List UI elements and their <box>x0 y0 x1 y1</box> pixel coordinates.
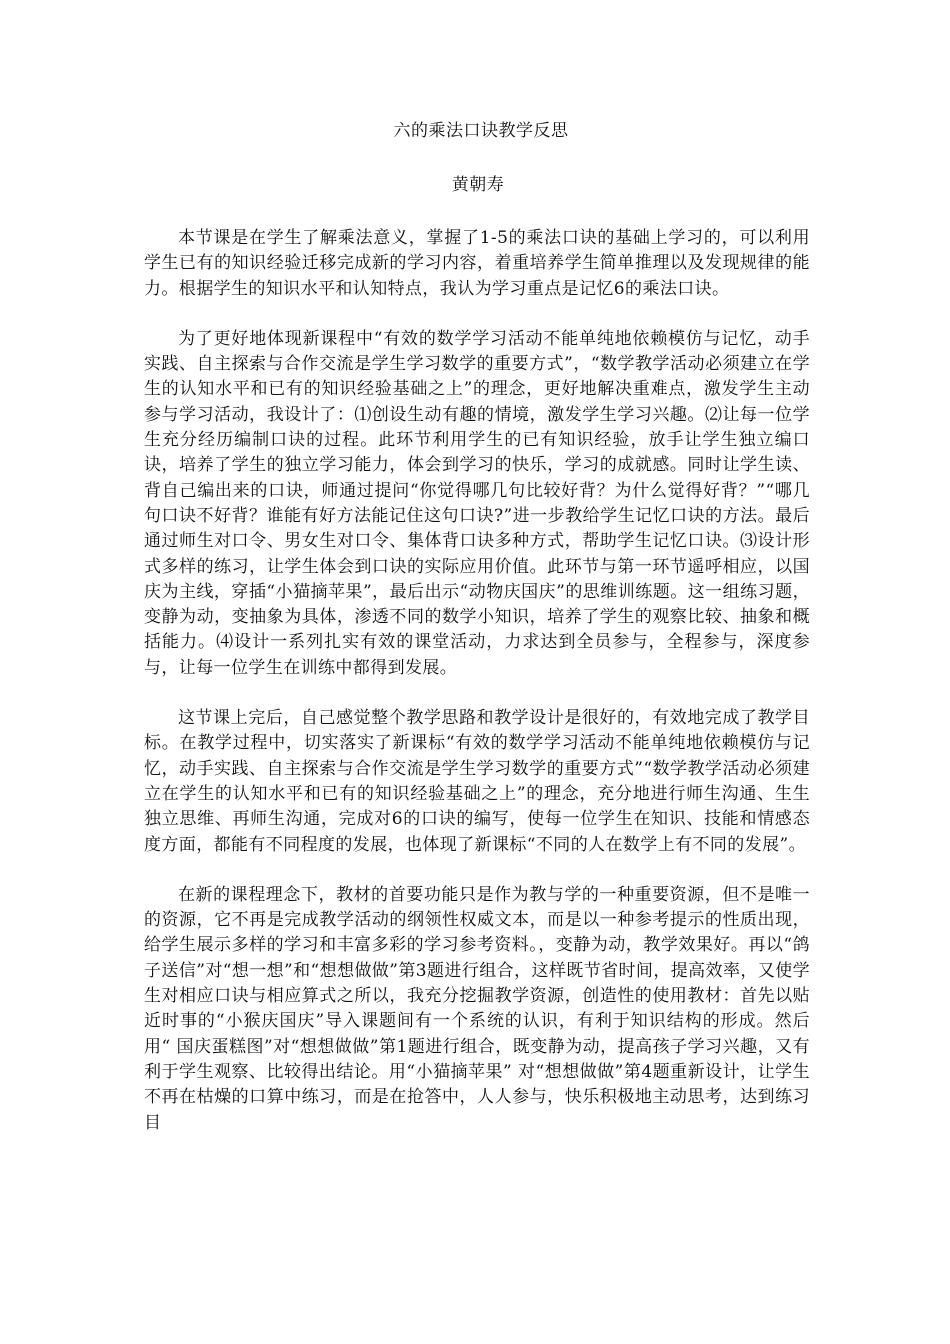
paragraph-4: 在新的课程理念下，教材的首要功能只是作为教与学的一种重要资源，但不是唯一的资源，它不再是完成教学活动的纲领性权威文本，而是以一种参考提示的性质出现，给学生展示多样的学习和丰富多彩的学习参考资料。，变静为动，教学效果好。再以“鸽子送信”对“想一想”和“想想做做”第3题进行组合，这样既节省时间，提高效率，又使学生对相应口诀与相应算式之所以，我充分挖掘教学资源，创造性的使用教材：首先以贴近时事的“小猴庆国庆”导入课题间有一个系统的认识，有利于知识结构的形成。然后用“ 国庆蛋糕图”对“想想做做”第1题进行组合，既变静为动，提高孩子学习兴趣，又有利于学生观察、比较得出结论。用“小猫摘苹果” 对“想想做做”第4题重新设计，让学生不再在枯燥的口算中练习，而是在抢答中，人人参与，快乐积极地主动思考，达到练习目 <box>144 884 810 1133</box>
document-author: 黄朝寿 <box>451 175 505 195</box>
paragraph-3: 这节课上完后，自己感觉整个教学思路和教学设计是很好的，有效地完成了教学目标。在教学过程中，切实落实了新课标“有效的数学学习活动不能单纯地依赖模仿与记忆，动手实践、自主探索与合作交流是学生学习数学的重要方式”“数学教学活动必须建立在学生的认知水平和已有的知识经验基础之上”的理念，充分地进行师生沟通、生生独立思维、再师生沟通，完成对6的口诀的编写，使每一位学生在知识、技能和情感态度方面，都能有不同程度的发展，也体现了新课标“不同的人在数学上有不同的发展”。 <box>144 708 810 855</box>
document-title: 六的乘法口诀教学反思 <box>393 121 569 141</box>
paragraph-2: 为了更好地体现新课程中“有效的数学学习活动不能单纯地依赖模仿与记忆，动手实践、自主探索与合作交流是学生学习数学的重要方式”，“数学教学活动必须建立在学生的认知水平和已有的知识经验基础之上”的理念，更好地解决重难点，激发学生主动参与学习活动，我设计了：⑴创设生动有趣的情境，激发学生学习兴趣。⑵让每一位学生充分经历编制口诀的过程。此环节利用学生的已有知识经验，放手让学生独立编口诀，培养了学生的独立学习能力，体会到学习的快乐，学习的成就感。同时让学生读、背自己编出来的口诀，师通过提问“你觉得哪几句比较好背？为什么觉得好背？”“哪几句口诀不好背？谁能有好方法能记住这句口诀?”进一步教给学生记忆口诀的方法。最后通过师生对口令、男女生对口令、集体背口诀多种方式，帮助学生记忆口诀。⑶设计形式多样的练习，让学生体会到口诀的实际应用价值。此环节与第一环节遥呼相应，以国庆为主线，穿插“小猫摘苹果”，最后出示“动物庆国庆”的思维训练题。这一组练习题，变静为动，变抽象为具体，渗透不同的数学小知识，培养了学生的观察比较、抽象和概括能力。⑷设计一系列扎实有效的课堂活动，力求达到全员参与，全程参与，深度参与，让每一位学生在训练中都得到发展。 <box>144 328 810 678</box>
document-page <box>144 118 810 1136</box>
paragraph-1: 本节课是在学生了解乘法意义，掌握了1-5的乘法口诀的基础上学习的，可以利用学生已有的知识经验迁移完成新的学习内容，着重培养学生简单推理以及发现规律的能力。根据学生的知识水平和认知特点，我认为学习重点是记忆6的乘法口诀。 <box>144 228 810 299</box>
